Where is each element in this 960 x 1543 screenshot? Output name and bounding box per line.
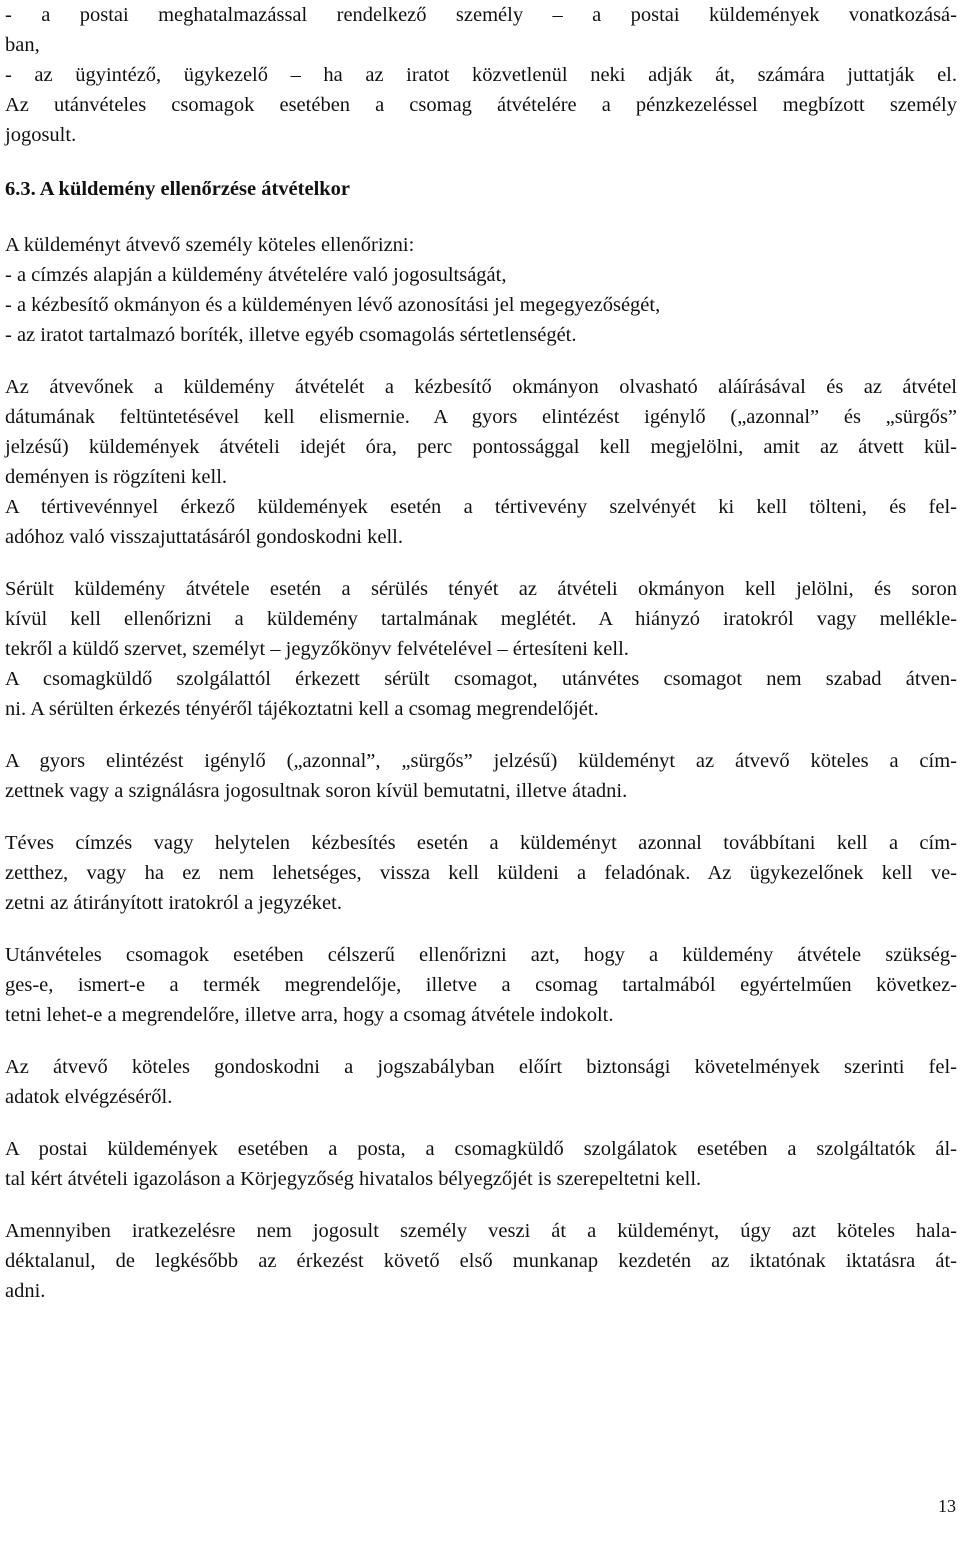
text-line: Az átvevő köteles gondoskodni a jogszabályban előírt biztonsági követelmények szerinti fel- bbox=[5, 1056, 957, 1078]
text-line: Amennyiben iratkezelésre nem jogosult személy veszi át a küldeményt, úgy azt köteles hala- bbox=[5, 1220, 957, 1242]
text-line: ban, bbox=[5, 34, 40, 56]
text-line: A postai küldemények esetében a posta, a csomagküldő szolgálatok esetében a szolgáltatók ál- bbox=[5, 1138, 957, 1160]
text-line: déktalanul, de legkésőbb az érkezést követő első munkanap kezdetén az iktatónak iktatásra át- bbox=[5, 1250, 957, 1272]
text-line: A csomagküldő szolgálattól érkezett sérült csomagot, utánvétes csomagot nem szabad átven- bbox=[5, 668, 957, 690]
text-line: Utánvételes csomagok esetében célszerű ellenőrizni azt, hogy a küldemény átvétele szükség- bbox=[5, 944, 957, 966]
text-line: jogosult. bbox=[5, 124, 77, 146]
security-paragraph bbox=[5, 1052, 957, 1112]
page-number: 13 bbox=[938, 1496, 956, 1516]
stamp-paragraph bbox=[5, 1134, 957, 1194]
text-line: deményen is rögzíteni kell. bbox=[5, 466, 228, 488]
urgent-paragraph bbox=[5, 746, 957, 806]
checklist-paragraph bbox=[5, 230, 957, 350]
text-line: zetni az átirányított iratokról a jegyzéket. bbox=[5, 892, 342, 914]
paragraph-gap bbox=[5, 350, 957, 372]
text-line: - a címzés alapján a küldemény átvételére való jogosultságát, bbox=[5, 264, 507, 286]
document-page bbox=[5, 0, 957, 1306]
text-line: - a kézbesítő okmányon és a küldeményen lévő azonosítási jel megegyezőségét, bbox=[5, 294, 661, 316]
text-line: adatok elvégzéséről. bbox=[5, 1086, 173, 1108]
wrong-address-paragraph bbox=[5, 828, 957, 918]
text-line: jelzésű) küldemények átvételi idejét óra, perc pontossággal kell megjelölni, amit az átvett kül- bbox=[5, 436, 957, 458]
text-line: tekről a küldő szervet, személyt – jegyzőkönyv felvételével – értesíteni kell. bbox=[5, 638, 629, 660]
paragraph-gap bbox=[5, 1194, 957, 1216]
text-line: adóhoz való visszajuttatásáról gondoskodni kell. bbox=[5, 526, 403, 548]
text-line: zetthez, vagy ha ez nem lehetséges, vissza kell küldeni a feladónak. Az ügykezelőnek kell ve- bbox=[5, 862, 957, 884]
text-line: ni. A sérülten érkezés tényéről tájékoztatni kell a csomag megrendelőjét. bbox=[5, 698, 599, 720]
text-line: A tértivevénnyel érkező küldemények esetén a tértivevény szelvényét ki kell tölteni, és fel- bbox=[5, 496, 957, 518]
paragraph-gap bbox=[5, 1030, 957, 1052]
text-line: - az ügyintéző, ügykezelő – ha az iratot közvetlenül neki adják át, számára juttatják el. bbox=[5, 64, 957, 86]
text-line: - a postai meghatalmazással rendelkező személy – a postai küldemények vonatkozásá- bbox=[5, 4, 957, 26]
text-line: tetni lehet-e a megrendelőre, illetve arra, hogy a csomag átvétele indokolt. bbox=[5, 1004, 614, 1026]
text-line: Az utánvételes csomagok esetében a csomag átvételére a pénzkezeléssel megbízott személy bbox=[5, 94, 957, 116]
text-line: A gyors elintézést igénylő („azonnal”, „sürgős” jelzésű) küldeményt az átvevő köteles a cím- bbox=[5, 750, 957, 772]
text-line: adni. bbox=[5, 1280, 46, 1302]
text-line: ges-e, ismert-e a termék megrendelője, illetve a csomag tartalmából egyértelműen következ- bbox=[5, 974, 957, 996]
text-line: - az iratot tartalmazó boríték, illetve egyéb csomagolás sértetlenségét. bbox=[5, 324, 577, 346]
text-line: tal kért átvételi igazoláson a Körjegyzőség hivatalos bélyegzőjét is szerepeltetni kell. bbox=[5, 1168, 702, 1190]
paragraph-gap bbox=[5, 918, 957, 940]
paragraph-gap bbox=[5, 1112, 957, 1134]
text-line: Az átvevőnek a küldemény átvételét a kézbesítő okmányon olvasható aláírásával és az átvétel bbox=[5, 376, 957, 398]
intro-paragraph bbox=[5, 0, 957, 150]
text-line: A küldeményt átvevő személy köteles ellenőrizni: bbox=[5, 234, 415, 256]
paragraph-gap bbox=[5, 806, 957, 828]
text-line: kívül kell ellenőrizni a küldemény tartalmának meglétét. A hiányzó iratokról vagy mellékle- bbox=[5, 608, 957, 630]
text-line: Téves címzés vagy helytelen kézbesítés esetén a küldeményt azonnal továbbítani kell a cím- bbox=[5, 832, 957, 854]
acknowledge-paragraph bbox=[5, 372, 957, 552]
unauthorized-paragraph bbox=[5, 1216, 957, 1306]
section-heading: 6.3. A küldemény ellenőrzése átvételkor bbox=[5, 178, 351, 200]
text-line: Sérült küldemény átvétele esetén a sérülés tényét az átvételi okmányon kell jelölni, és soron bbox=[5, 578, 957, 600]
text-line: zettnek vagy a szignálásra jogosultnak soron kívül bemutatni, illetve átadni. bbox=[5, 780, 628, 802]
text-line: dátumának feltüntetésével kell elismernie. A gyors elintézést igénylő („azonnal” és „sürgős” bbox=[5, 406, 957, 428]
cod-paragraph bbox=[5, 940, 957, 1030]
damaged-paragraph bbox=[5, 574, 957, 724]
paragraph-gap bbox=[5, 724, 957, 746]
paragraph-gap bbox=[5, 552, 957, 574]
